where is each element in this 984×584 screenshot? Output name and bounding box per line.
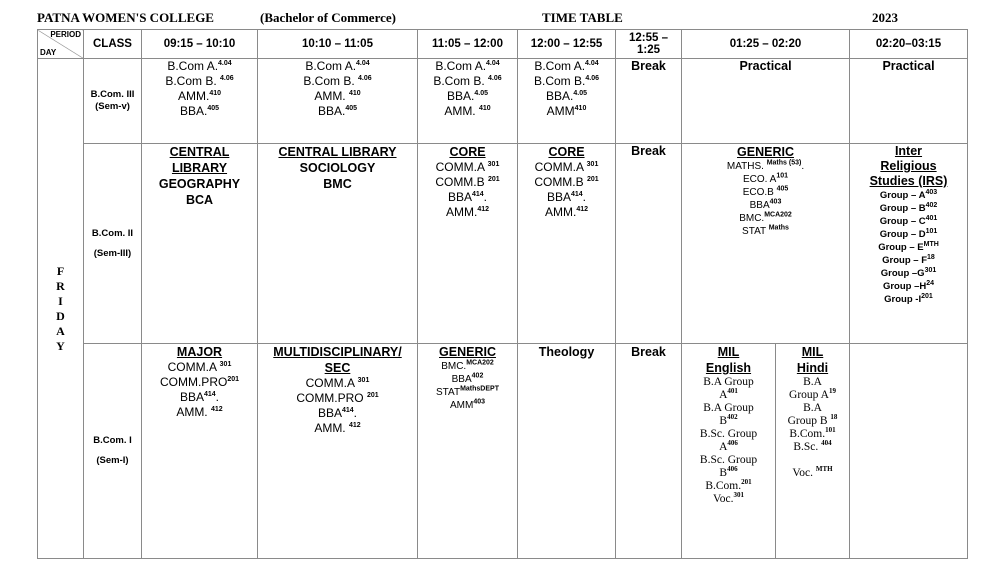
period-header-4: 12:00 – 12:55 bbox=[518, 30, 616, 59]
slot-sem1-p3 bbox=[418, 344, 518, 559]
room-number: 101 bbox=[825, 426, 836, 435]
slot-heading: CORE bbox=[449, 145, 486, 159]
entry-text: Group A bbox=[789, 389, 829, 401]
room-entry bbox=[258, 376, 417, 391]
slot-sem3-p3 bbox=[418, 144, 518, 344]
timetable bbox=[37, 29, 968, 559]
entry-text: ECO. A bbox=[742, 174, 777, 185]
period-day-corner bbox=[38, 30, 84, 59]
slot-sem5-p1 bbox=[142, 59, 258, 144]
period-header-1: 09:15 – 10:10 bbox=[142, 30, 258, 59]
entry-text: B.Com B. bbox=[534, 74, 586, 88]
room-entry bbox=[776, 454, 849, 467]
room-number: MCA202 bbox=[764, 211, 792, 219]
entry-text: Group -I bbox=[884, 294, 922, 305]
room-number: 406 bbox=[727, 439, 738, 448]
class-name: B.Com. II bbox=[91, 227, 134, 239]
subject: GEOGRAPHY bbox=[158, 177, 241, 191]
entry-text: B.Com B. bbox=[433, 74, 489, 88]
room-entry bbox=[776, 441, 849, 454]
entry-text: AMM. bbox=[176, 405, 211, 419]
slot-sem5-p2 bbox=[258, 59, 418, 144]
room-entry bbox=[776, 376, 849, 389]
entry-text: B.Sc. Group bbox=[699, 454, 758, 466]
slot-entries bbox=[258, 376, 417, 436]
entry-text: B.Com A. bbox=[534, 59, 586, 73]
entry-text: BBA bbox=[546, 190, 571, 204]
room-number: 301 bbox=[733, 491, 745, 500]
entry-text: BBA bbox=[749, 200, 770, 211]
slot-heading: Hindi bbox=[796, 361, 829, 375]
room-number: 414 bbox=[203, 391, 216, 398]
slot-sem1-p7 bbox=[850, 344, 968, 559]
period-header-7: 02:20–03:15 bbox=[850, 30, 968, 59]
room-entry bbox=[418, 104, 517, 119]
entry-text: COMM.A bbox=[167, 360, 220, 374]
room-number: 405 bbox=[776, 185, 789, 193]
entry-text: BBA bbox=[179, 390, 204, 404]
room-entry bbox=[418, 190, 517, 205]
room-entry bbox=[682, 212, 849, 225]
entry-text: Group – D bbox=[879, 229, 926, 240]
room-number: 410 bbox=[209, 90, 222, 97]
room-entry bbox=[850, 293, 967, 306]
room-entry bbox=[418, 399, 517, 412]
day-letter: D bbox=[56, 308, 65, 323]
room-entry bbox=[142, 89, 257, 104]
entry-text: AMM bbox=[449, 400, 474, 411]
slot-sem1-mil-english bbox=[682, 344, 776, 559]
room-number: 403 bbox=[473, 398, 486, 406]
entry-text: Group – B bbox=[879, 203, 926, 214]
practical-sem5-p7: Practical bbox=[850, 59, 968, 144]
room-entry bbox=[258, 391, 417, 406]
slot-heading: Religious bbox=[880, 159, 937, 173]
room-number: 403 bbox=[769, 198, 782, 206]
room-entry bbox=[418, 205, 517, 220]
room-number: 412 bbox=[576, 206, 589, 213]
entry-text: B bbox=[719, 415, 728, 427]
slot-entries bbox=[682, 376, 775, 506]
room-number: 4.06 bbox=[488, 75, 502, 82]
entry-text: AMM. bbox=[314, 89, 349, 103]
room-number: 401 bbox=[925, 214, 938, 222]
room-number: 414 bbox=[471, 191, 484, 198]
entry-text: B.Com A. bbox=[167, 59, 219, 73]
room-number: Maths bbox=[768, 224, 789, 232]
slot-sem3-p7 bbox=[850, 144, 968, 344]
timetable-title: TIME TABLE bbox=[542, 10, 623, 25]
room-entry bbox=[258, 104, 417, 119]
subject: SOCIOLOGY bbox=[299, 161, 376, 175]
slot-heading: CORE bbox=[548, 145, 585, 159]
room-entry bbox=[776, 402, 849, 415]
year: 2023 bbox=[872, 10, 898, 25]
room-number: 404 bbox=[821, 439, 832, 448]
room-number: MTH bbox=[815, 465, 833, 474]
room-entry bbox=[258, 406, 417, 421]
room-number: 402 bbox=[925, 201, 938, 209]
room-entry bbox=[142, 375, 257, 390]
slot-entries bbox=[776, 376, 849, 480]
room-number: 201 bbox=[586, 176, 599, 183]
room-number: 410 bbox=[348, 90, 361, 97]
room-entry bbox=[518, 104, 615, 119]
entry-text: Voc. bbox=[792, 467, 816, 479]
room-number: 301 bbox=[924, 266, 937, 274]
slot-heading: English bbox=[705, 361, 752, 375]
day-cell-friday bbox=[38, 59, 84, 559]
entry-text: MATHS. bbox=[726, 161, 767, 172]
room-number: 201 bbox=[366, 392, 379, 399]
room-entry bbox=[850, 267, 967, 280]
room-entry bbox=[142, 405, 257, 420]
room-number: 412 bbox=[477, 206, 490, 213]
room-number: MCA202 bbox=[466, 359, 494, 367]
room-number: 414 bbox=[570, 191, 583, 198]
slot-sem3-p4 bbox=[518, 144, 616, 344]
room-number: 301 bbox=[586, 161, 599, 168]
class-cell-bcom-3 bbox=[84, 59, 142, 144]
room-entry bbox=[850, 189, 967, 202]
room-number: 301 bbox=[357, 377, 370, 384]
room-entry bbox=[682, 199, 849, 212]
room-number: 414 bbox=[341, 407, 354, 414]
entry-suffix: . bbox=[801, 161, 805, 172]
room-entry bbox=[142, 59, 257, 74]
entry-text: BBA bbox=[317, 406, 342, 420]
entry-text: AMM bbox=[546, 104, 575, 118]
room-entry bbox=[418, 74, 517, 89]
college-name: PATNA WOMEN'S COLLEGE bbox=[37, 10, 214, 25]
room-number: 201 bbox=[921, 292, 933, 300]
entry-suffix: . bbox=[483, 190, 488, 204]
entry-text: BBA bbox=[447, 190, 472, 204]
practical-sem5-p6: Practical bbox=[682, 59, 850, 144]
entry-text: B.Com A. bbox=[435, 59, 487, 73]
slot-heading: LIBRARY bbox=[171, 161, 228, 175]
room-entry bbox=[850, 202, 967, 215]
day-letter: A bbox=[56, 323, 65, 338]
room-entry bbox=[142, 390, 257, 405]
day-letter: I bbox=[58, 293, 63, 308]
room-number: 4.05 bbox=[573, 90, 587, 97]
entry-text: BBA. bbox=[179, 104, 208, 118]
entry-text: COMM.B bbox=[435, 175, 488, 189]
room-entry bbox=[518, 190, 615, 205]
entry-text: BBA. bbox=[317, 104, 346, 118]
room-entry bbox=[258, 74, 417, 89]
room-number: 301 bbox=[487, 161, 500, 168]
room-number: 410 bbox=[574, 105, 587, 112]
room-number: 406 bbox=[727, 465, 738, 474]
room-number: 4.04 bbox=[356, 60, 370, 67]
entry-suffix: . bbox=[353, 406, 358, 420]
room-number: 4.04 bbox=[585, 60, 599, 67]
slot-heading: Inter bbox=[894, 144, 923, 158]
room-number: 101 bbox=[776, 172, 789, 180]
entry-text: COMM.A bbox=[534, 160, 587, 174]
room-number: 24 bbox=[926, 279, 935, 287]
room-number: 301 bbox=[219, 361, 232, 368]
room-number: 18 bbox=[830, 413, 838, 422]
room-entry bbox=[850, 241, 967, 254]
entry-suffix: . bbox=[582, 190, 587, 204]
subject: BCA bbox=[185, 193, 214, 207]
slot-sem3-p6 bbox=[682, 144, 850, 344]
slot-heading: SEC bbox=[324, 361, 351, 375]
entry-text: Group – A bbox=[879, 190, 926, 201]
slot-heading: Studies (IRS) bbox=[869, 174, 948, 188]
entry-text: B.Sc. Group bbox=[699, 428, 758, 440]
room-entry bbox=[258, 421, 417, 436]
entry-text: B.A bbox=[803, 376, 822, 388]
header-row bbox=[38, 30, 968, 59]
period-header-2: 10:10 – 11:05 bbox=[258, 30, 418, 59]
room-number: 4.06 bbox=[220, 75, 234, 82]
room-entry bbox=[682, 225, 849, 238]
room-number: 201 bbox=[741, 478, 752, 487]
room-number: 4.06 bbox=[358, 75, 372, 82]
row-bcom-3 bbox=[38, 59, 968, 144]
entry-text: AMM. bbox=[445, 205, 478, 219]
class-semester: (Sem-I) bbox=[96, 455, 129, 466]
room-number: 405 bbox=[345, 105, 358, 112]
entry-text: STAT bbox=[742, 226, 769, 237]
room-number: Maths (53) bbox=[766, 159, 802, 167]
room-entry bbox=[418, 386, 517, 399]
room-number: 402 bbox=[727, 413, 738, 422]
entry-text: B.Com B. bbox=[303, 74, 359, 88]
entry-text: Group – F bbox=[882, 255, 928, 266]
page-header bbox=[37, 10, 967, 26]
slot-sem5-p4 bbox=[518, 59, 616, 144]
day-letter: Y bbox=[56, 338, 65, 353]
entry-text: BBA. bbox=[447, 89, 475, 103]
room-entry bbox=[418, 160, 517, 175]
slot-sem3-p2 bbox=[258, 144, 418, 344]
corner-day-label: DAY bbox=[40, 48, 57, 57]
slot-heading: MAJOR bbox=[176, 345, 223, 359]
entry-text: COMM.A bbox=[435, 160, 488, 174]
entry-text: B.Com B. bbox=[165, 74, 221, 88]
entry-text: BMC. bbox=[441, 361, 467, 372]
room-number: 410 bbox=[478, 105, 491, 112]
program-name: (Bachelor of Commerce) bbox=[260, 10, 396, 25]
room-number: 402 bbox=[471, 372, 484, 380]
entry-text: Group – E bbox=[878, 242, 924, 253]
entry-text: COMM.A bbox=[305, 376, 358, 390]
room-entry bbox=[142, 360, 257, 375]
room-entry bbox=[682, 480, 775, 493]
room-number: 18 bbox=[927, 253, 935, 261]
slot-sem5-p3 bbox=[418, 59, 518, 144]
room-entry bbox=[418, 89, 517, 104]
entry-text: AMM. bbox=[314, 421, 349, 435]
room-number: 4.04 bbox=[486, 60, 500, 67]
slot-heading: MULTIDISCIPLINARY/ bbox=[273, 345, 402, 359]
entry-text: AMM. bbox=[177, 89, 210, 103]
slot-heading: GENERIC bbox=[737, 145, 794, 159]
slot-heading: CENTRAL LIBRARY bbox=[278, 145, 397, 159]
class-semester: (Sem-III) bbox=[93, 247, 132, 259]
entry-text: AMM. bbox=[544, 205, 577, 219]
entry-text: B.A bbox=[803, 402, 822, 414]
room-entry bbox=[682, 493, 775, 506]
entry-text: Group –H bbox=[882, 281, 927, 292]
room-entry bbox=[850, 215, 967, 228]
room-entry bbox=[682, 186, 849, 199]
room-entry bbox=[850, 228, 967, 241]
slot-sem1-p1 bbox=[142, 344, 258, 559]
entry-text: B.Com A. bbox=[305, 59, 357, 73]
room-entry bbox=[418, 175, 517, 190]
room-entry bbox=[518, 205, 615, 220]
room-entry bbox=[418, 373, 517, 386]
entry-text: B.Sc. bbox=[793, 441, 822, 453]
entry-text: Group –G bbox=[880, 268, 925, 279]
subject: BMC bbox=[323, 177, 352, 191]
class-header: CLASS bbox=[84, 30, 142, 59]
room-entry bbox=[682, 415, 775, 428]
room-entry bbox=[682, 173, 849, 186]
room-entry bbox=[518, 74, 615, 89]
break-period-time: 12:55 – 1:25 bbox=[628, 32, 668, 56]
slot-heading: GENERIC bbox=[439, 345, 496, 359]
room-entry bbox=[776, 467, 849, 480]
room-number: 412 bbox=[210, 406, 223, 413]
room-entry bbox=[776, 389, 849, 402]
room-entry bbox=[258, 89, 417, 104]
room-entry bbox=[142, 104, 257, 119]
room-entry bbox=[850, 280, 967, 293]
room-entry bbox=[682, 467, 775, 480]
corner-period-label: PERIOD bbox=[50, 30, 81, 39]
room-entry bbox=[418, 59, 517, 74]
class-cell-bcom-1 bbox=[84, 344, 142, 559]
class-semester: (Sem-v) bbox=[95, 101, 130, 112]
room-number: 405 bbox=[207, 105, 220, 112]
entry-text: BBA bbox=[451, 374, 472, 385]
entry-text: AMM. bbox=[444, 104, 479, 118]
room-entry bbox=[682, 160, 849, 173]
period-header-3: 11:05 – 12:00 bbox=[418, 30, 518, 59]
class-name: B.Com. III bbox=[90, 89, 135, 100]
room-entry bbox=[518, 89, 615, 104]
room-number: MTH bbox=[923, 240, 939, 248]
slot-heading: MIL bbox=[801, 345, 824, 359]
room-number: 201 bbox=[487, 176, 500, 183]
slot-sem3-p1 bbox=[142, 144, 258, 344]
room-entry bbox=[518, 175, 615, 190]
entry-text: A bbox=[719, 441, 728, 453]
entry-text: COMM.B bbox=[534, 175, 587, 189]
period-header-5 bbox=[616, 30, 682, 59]
room-entry bbox=[682, 441, 775, 454]
room-entry bbox=[776, 428, 849, 441]
day-letter: F bbox=[56, 263, 65, 278]
entry-text: Group – C bbox=[879, 216, 926, 227]
break-sem3: Break bbox=[616, 144, 682, 344]
entry-text: Group B bbox=[787, 415, 831, 427]
room-number: 19 bbox=[828, 387, 836, 396]
day-letter: R bbox=[56, 278, 65, 293]
entry-text: COMM.PRO bbox=[296, 391, 367, 405]
class-name: B.Com. I bbox=[93, 435, 132, 446]
entry-text: ECO.B bbox=[742, 187, 777, 198]
room-number: 412 bbox=[348, 422, 361, 429]
room-entry bbox=[418, 360, 517, 373]
slot-sem1-mil-hindi bbox=[776, 344, 850, 559]
entry-text: B.Com. bbox=[705, 480, 742, 492]
entry-text: Voc. bbox=[712, 493, 734, 505]
room-entry bbox=[850, 254, 967, 267]
room-number: 101 bbox=[925, 227, 938, 235]
row-bcom-2 bbox=[38, 144, 968, 344]
entry-suffix: . bbox=[215, 390, 220, 404]
slot-sem1-p2 bbox=[258, 344, 418, 559]
entry-text: STAT bbox=[436, 387, 461, 398]
theology-sem1: Theology bbox=[518, 344, 616, 559]
room-entry bbox=[776, 415, 849, 428]
entry-text: COMM.PRO bbox=[159, 375, 228, 389]
room-entry bbox=[258, 59, 417, 74]
entry-text: B.Com. bbox=[789, 428, 826, 440]
room-number: MathsDEPT bbox=[460, 385, 499, 393]
class-cell-bcom-2 bbox=[84, 144, 142, 344]
room-number: 403 bbox=[925, 188, 938, 196]
room-number: 4.06 bbox=[585, 75, 599, 82]
entry-text: B.A Group bbox=[703, 402, 754, 414]
room-number: 4.05 bbox=[474, 90, 488, 97]
slot-heading: CENTRAL bbox=[169, 145, 230, 159]
slot-heading: MIL bbox=[717, 345, 740, 359]
break-sem1: Break bbox=[616, 344, 682, 559]
entry-text: B.A Group bbox=[703, 376, 754, 388]
room-entry bbox=[518, 59, 615, 74]
entry-text: BBA. bbox=[546, 89, 574, 103]
period-header-6: 01:25 – 02:20 bbox=[682, 30, 850, 59]
irs-groups bbox=[850, 189, 967, 306]
room-number: 201 bbox=[227, 376, 240, 383]
entry-text: A bbox=[719, 389, 728, 401]
break-sem5: Break bbox=[616, 59, 682, 144]
room-entry bbox=[682, 389, 775, 402]
entry-text: BMC. bbox=[739, 213, 765, 224]
room-number: 4.04 bbox=[218, 60, 232, 67]
room-number: 401 bbox=[727, 387, 738, 396]
row-bcom-1 bbox=[38, 344, 968, 559]
entry-text: B bbox=[719, 467, 728, 479]
room-entry bbox=[142, 74, 257, 89]
room-entry bbox=[518, 160, 615, 175]
